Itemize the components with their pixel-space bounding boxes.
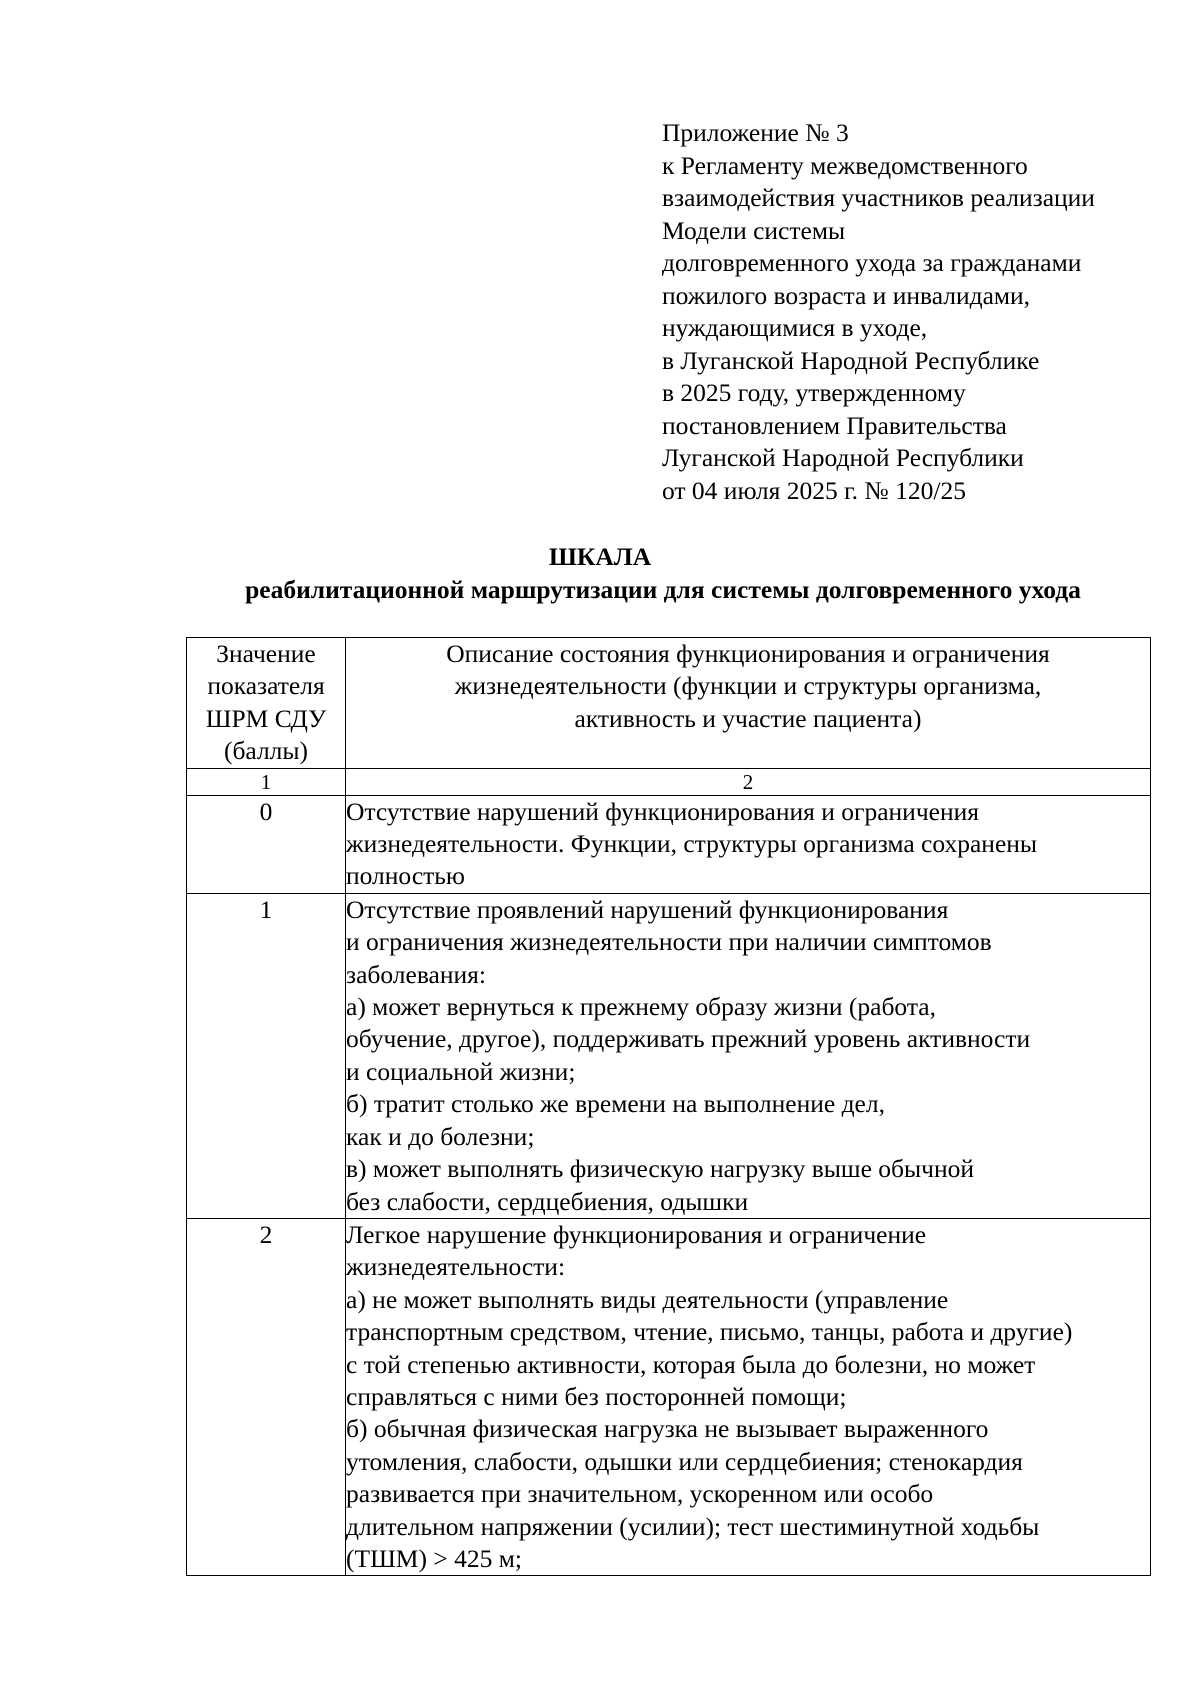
- document-title: ШКАЛА: [548, 542, 652, 571]
- annex-line: Луганской Народной Республики: [662, 443, 1024, 472]
- header-description-line: Описание состояния функционирования и ограничения: [446, 639, 1050, 668]
- description-line: б) обычная физическая нагрузка не вызывает выраженного: [346, 1414, 989, 1444]
- table-row: [187, 795, 1151, 893]
- description-line: обучение, другое), поддерживать прежний уровень активности: [346, 1024, 1031, 1054]
- annex-line: к Регламенту межведомственного: [662, 150, 1028, 180]
- header-score-line: показателя: [207, 671, 325, 701]
- annex-line: пожилого возраста и инвалидами,: [662, 280, 1031, 310]
- description-line: развивается при значительном, ускоренном или особо: [346, 1479, 934, 1509]
- description-line: а) не может выполнять виды деятельности (управление: [346, 1284, 949, 1314]
- description-line: с той степенью активности, которая была до болезни, но может: [346, 1349, 1036, 1379]
- annex-reference-block: [662, 117, 1182, 507]
- description-line: б) тратит столько же времени на выполнение дел,: [346, 1089, 885, 1119]
- table-row: [187, 1218, 1151, 1575]
- description-cell: [346, 893, 1151, 1218]
- description-line: транспортным средством, чтение, письмо, танцы, работа и другие): [346, 1317, 1073, 1347]
- rehabilitation-scale-table: [186, 637, 1151, 1576]
- annex-line: постановлением Правительства: [662, 410, 1007, 440]
- annex-line: нуждающимися в уходе,: [662, 313, 928, 342]
- description-line: Отсутствие проявлений нарушений функционирования: [346, 894, 949, 924]
- description-line: утомления, слабости, одышки или сердцебиения; стенокардия: [346, 1446, 1023, 1476]
- document-subtitle: реабилитационной маршрутизации для системы долговременного ухода: [245, 575, 1081, 604]
- table-row: [187, 893, 1151, 1218]
- annex-line: взаимодействия участников реализации: [662, 183, 1095, 212]
- column-number-cell: 1: [187, 768, 346, 795]
- score-cell: 2: [187, 1218, 346, 1575]
- score-cell: 1: [187, 893, 346, 1218]
- description-line: полностью: [346, 861, 465, 891]
- description-line: а) может вернуться к прежнему образу жизни (работа,: [346, 992, 936, 1022]
- description-line: жизнедеятельности:: [346, 1252, 566, 1282]
- annex-line: в 2025 году, утвержденному: [662, 378, 966, 407]
- description-line: Отсутствие нарушений функционирования и ограничения: [346, 796, 979, 826]
- description-line: в) может выполнять физическую нагрузку выше обычной: [346, 1154, 974, 1184]
- description-cell: [346, 795, 1151, 893]
- annex-line: Модели системы: [662, 215, 846, 245]
- annex-line: Приложение № 3: [662, 118, 849, 147]
- header-description-cell: [346, 638, 1151, 769]
- description-line: (ТШМ) > 425 м;: [346, 1543, 522, 1573]
- header-description-line: активность и участие пациента): [574, 703, 922, 733]
- header-score-line: (баллы): [223, 736, 309, 766]
- description-line: справляться с ними без посторонней помощи;: [346, 1381, 847, 1411]
- score-cell: 0: [187, 795, 346, 893]
- annex-line: долговременного ухода за гражданами: [662, 248, 1082, 277]
- description-cell: [346, 1218, 1151, 1575]
- description-line: как и до болезни;: [346, 1121, 535, 1151]
- description-line: и ограничения жизнедеятельности при наличии симптомов: [346, 927, 992, 957]
- description-line: Легкое нарушение функционирования и ограничение: [346, 1219, 927, 1249]
- header-score-line: ШРМ СДУ: [205, 703, 327, 733]
- column-number-cell: 2: [346, 768, 1151, 795]
- column-numbers-row: [187, 768, 1151, 795]
- description-line: заболевания:: [346, 959, 486, 989]
- annex-line: от 04 июля 2025 г. № 120/25: [662, 475, 966, 505]
- header-score-line: Значение: [216, 639, 316, 668]
- header-score-cell: [187, 638, 346, 769]
- annex-line: в Луганской Народной Республике: [662, 345, 1040, 375]
- description-line: и социальной жизни;: [346, 1056, 576, 1086]
- description-line: длительном напряжении (усилии); тест шестиминутной ходьбы: [346, 1511, 1040, 1541]
- description-line: без слабости, сердцебиения, одышки: [346, 1186, 749, 1216]
- description-line: жизнедеятельности. Функции, структуры организма сохранены: [346, 829, 1038, 859]
- table-header-row: [187, 638, 1151, 769]
- header-description-line: жизнедеятельности (функции и структуры организма,: [454, 671, 1042, 701]
